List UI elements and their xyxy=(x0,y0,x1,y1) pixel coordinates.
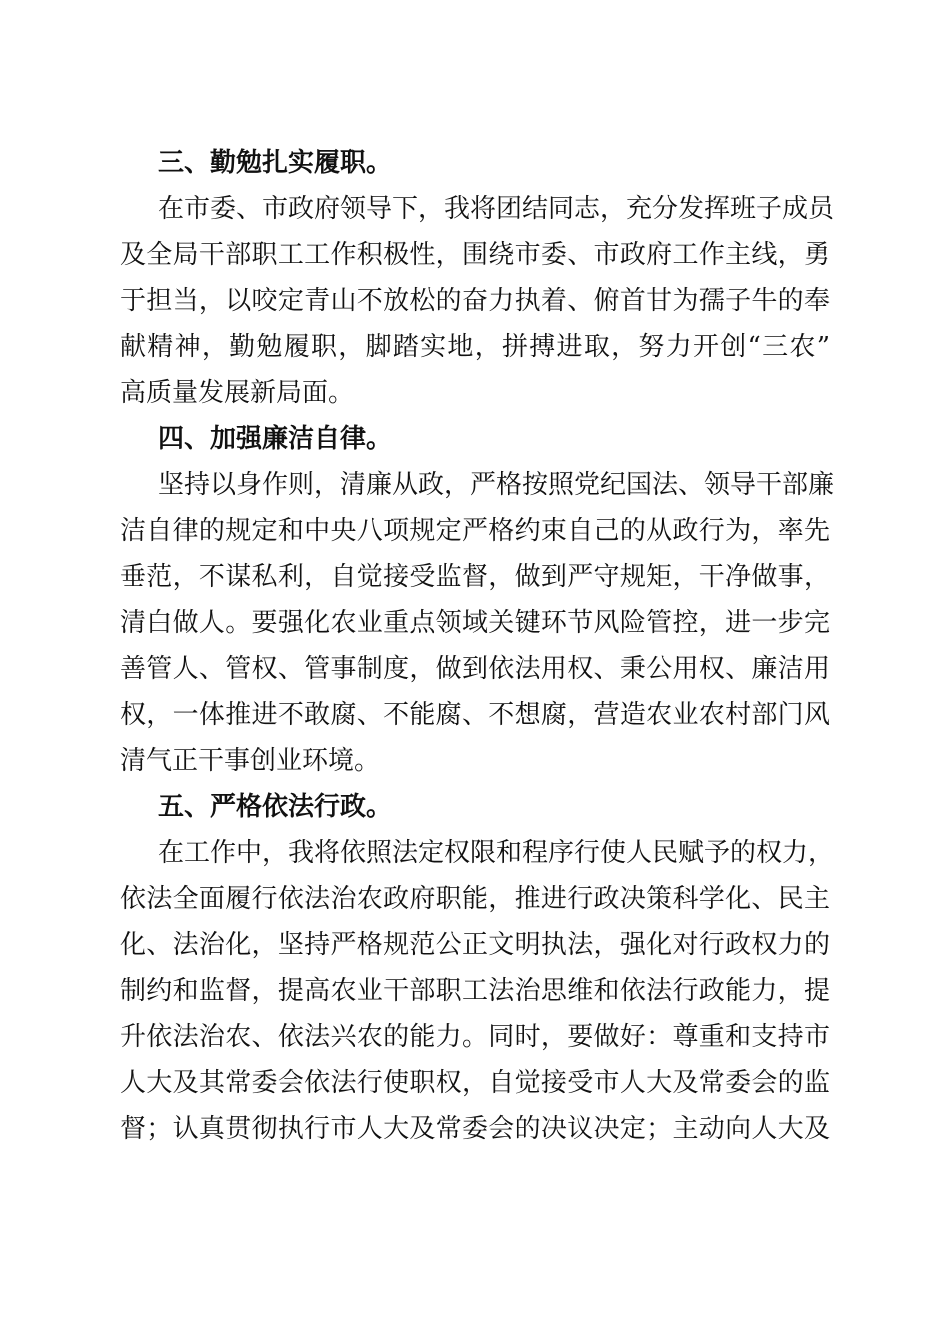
paragraph-line: 清白做人。要强化农业重点领域关键环节风险管控，进一步完 xyxy=(120,608,830,638)
paragraph-line: 垂范，不谋私利，自觉接受监督，做到严守规矩，干净做事， xyxy=(120,562,830,592)
paragraph-line: 督；认真贯彻执行市人大及常委会的决议决定；主动向人大及 xyxy=(120,1114,830,1144)
paragraph-line: 升依法治农、依法兴农的能力。同时，要做好：尊重和支持市 xyxy=(120,1022,830,1052)
paragraph-line: 人大及其常委会依法行使职权，自觉接受市人大及常委会的监 xyxy=(120,1068,830,1098)
paragraph-line: 于担当，以咬定青山不放松的奋力执着、俯首甘为孺子牛的奉 xyxy=(120,286,830,316)
paragraph-line: 坚持以身作则，清廉从政，严格按照党纪国法、领导干部廉 xyxy=(158,470,835,500)
section-diligent-duty xyxy=(120,140,835,416)
paragraph-line: 在市委、市政府领导下，我将团结同志，充分发挥班子成员 xyxy=(158,194,835,224)
section-heading: 三、勤勉扎实履职。 xyxy=(158,148,393,178)
paragraph-line: 制约和监督，提高农业干部职工法治思维和依法行政能力，提 xyxy=(120,976,830,1006)
document-body xyxy=(120,140,835,1152)
section-heading: 四、加强廉洁自律。 xyxy=(158,424,393,454)
paragraph-line: 清气正干事创业环境。 xyxy=(120,746,381,776)
section-integrity xyxy=(120,416,835,784)
paragraph-line: 洁自律的规定和中央八项规定严格约束自己的从政行为，率先 xyxy=(120,516,830,546)
paragraph xyxy=(120,186,835,416)
section-rule-of-law xyxy=(120,784,835,1152)
paragraph-line: 在工作中，我将依照法定权限和程序行使人民赋予的权力， xyxy=(158,838,835,868)
paragraph-line: 依法全面履行依法治农政府职能，推进行政决策科学化、民主 xyxy=(120,884,830,914)
section-heading: 五、严格依法行政。 xyxy=(158,792,393,822)
paragraph-line: 及全局干部职工工作积极性，围绕市委、市政府工作主线，勇 xyxy=(120,240,830,270)
paragraph-line: 化、法治化，坚持严格规范公正文明执法，强化对行政权力的 xyxy=(120,930,830,960)
paragraph-line: 善管人、管权、管事制度，做到依法用权、秉公用权、廉洁用 xyxy=(120,654,830,684)
paragraph-line: 权，一体推进不敢腐、不能腐、不想腐，营造农业农村部门风 xyxy=(120,700,830,730)
paragraph xyxy=(120,462,835,784)
paragraph-line: 高质量发展新局面。 xyxy=(120,378,355,408)
paragraph xyxy=(120,830,835,1152)
paragraph-line: 献精神，勤勉履职，脚踏实地，拼搏进取，努力开创“三农” xyxy=(120,332,830,362)
